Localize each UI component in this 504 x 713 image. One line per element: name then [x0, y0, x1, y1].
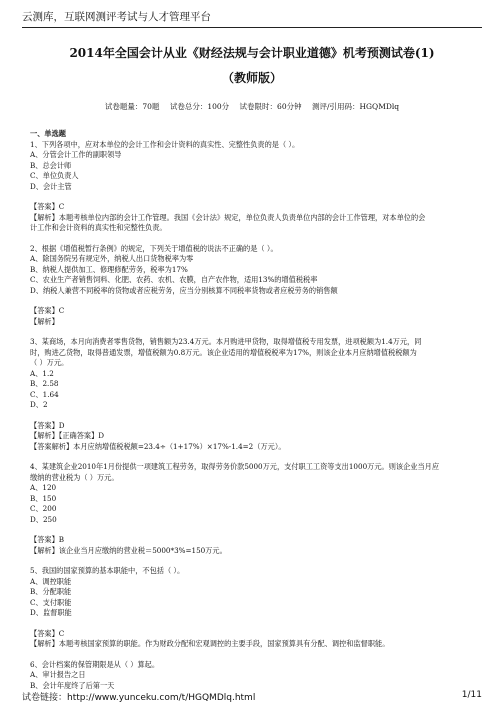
page-number: 1/11 [461, 690, 482, 700]
option: C、1.64 [30, 389, 59, 399]
reference-code: 测评/引用码：HGQMDlq [311, 102, 400, 111]
exam-meta [0, 101, 504, 112]
option: A、1.2 [30, 368, 54, 378]
answer: 【答案】B [30, 535, 65, 544]
option: C、农业生产者销售饲料、化肥、农药、农机、农膜，自产农作物，适用13%的增值税税率 [30, 275, 318, 284]
exam-content [30, 129, 474, 691]
option: B、分配职能 [30, 587, 72, 596]
exam-title: 2014年全国会计从业《财经法规与会计职业道德》机考预测试卷(1) [69, 46, 435, 60]
question-stem: （ ）万元。 [30, 358, 69, 367]
option: D、纳税人兼营不同税率的货物或者应税劳务，应当分别核算不同税率货物或者应税劳务的销售额 [30, 285, 338, 295]
option: B、会计年度终了后第一天 [30, 680, 115, 690]
option: A、审计报告之日 [30, 670, 86, 679]
answer: 【答案】D [30, 420, 65, 430]
question-stem: 3、某商场，本月向消费者零售货物，销售额为23.4万元。本月购进甲货物，取得增值税专用发票，进项税额为1.4万元，同 [30, 337, 422, 346]
question-stem: 缴纳的营业税为（ ）万元。 [30, 472, 119, 482]
exam-subtitle: （教师版） [221, 71, 282, 85]
explanation: 【解析】本题考核单位内部的会计工作管理。我国《会计法》规定，单位负责人负责单位内部的会计工作管理，对本单位的会 [30, 212, 426, 222]
question-stem: 1、下列各项中，应对本单位的会计工作和会计资料的真实性、完整性负责的是（ ）。 [30, 139, 300, 149]
question-count: 试卷题量：70题 [104, 102, 160, 111]
option: A、分管会计工作的副职领导 [30, 150, 122, 159]
page-footer [22, 690, 482, 703]
explanation: 【答案解析】本月应纳增值税税额=23.4÷（1+17%）×17%-1.4=2（万元）。 [30, 441, 286, 451]
question-stem: 时，购进乙货物，取得普通发票，增值税额为0.8万元。该企业适用的增值税税率为17%，则该企业本月应纳增值税税额为 [30, 347, 417, 357]
header-divider [22, 27, 482, 28]
answer: 【答案】C [30, 628, 65, 638]
option: C、支付职能 [30, 597, 72, 607]
question-stem: 5、我国的国家预算的基本职能中，不包括（ ）。 [30, 566, 185, 575]
option: B、纳税人提供加工、修理修配劳务，税率为17% [30, 264, 188, 274]
site-header: 云测库，互联网测评考试与人才管理平台 [22, 11, 211, 23]
option: D、250 [30, 514, 57, 524]
option: D、2 [30, 400, 48, 409]
question-stem: 2、根据《增值税暂行条例》的规定，下列关于增值税的说法不正确的是（ ）。 [30, 243, 278, 253]
answer: 【答案】C [30, 306, 65, 315]
option: D、会计主管 [30, 181, 72, 191]
answer: 【答案】C [30, 202, 65, 211]
explanation: 【解析】该企业当月应缴纳的营业税＝5000*3%=150万元。 [30, 545, 227, 555]
exam-link[interactable]: 试卷链接：http://www.yunceku.com/t/HGQMDlq.html [22, 693, 256, 703]
total-score: 试卷总分：100分 [169, 102, 230, 111]
time-limit: 试卷限时：60分钟 [239, 102, 302, 111]
explanation: 【解析】 [30, 316, 59, 326]
question-stem: 6、会计档案的保管期限是从（ ）算起。 [30, 659, 160, 669]
explanation: 【解析】【正确答案】D [30, 431, 105, 440]
option: C、200 [30, 504, 57, 513]
explanation: 【解析】本题考核国家预算的职能。作为财政分配和宏观调控的主要手段，国家预算具有分配、调控和监督职能。 [30, 639, 390, 648]
option: C、单位负责人 [30, 171, 79, 180]
option: A、120 [30, 483, 57, 492]
option: B、总会计师 [30, 160, 72, 170]
option: A、除国务院另有规定外，纳税人出口货物税率为零 [30, 254, 194, 263]
option: D、监督职能 [30, 608, 72, 617]
explanation: 计工作和会计资料的真实性和完整性负责。 [30, 223, 167, 232]
section-heading: 一、单选题 [30, 129, 66, 138]
option: B、150 [30, 493, 57, 503]
option: B、2.58 [30, 379, 59, 388]
question-stem: 4、某建筑企业2010年1月份提供一项建筑工程劳务，取得劳务价款5000万元，支付职工工资等支出1000万元。则该企业当月应 [30, 462, 440, 471]
option: A、调控职能 [30, 576, 72, 586]
